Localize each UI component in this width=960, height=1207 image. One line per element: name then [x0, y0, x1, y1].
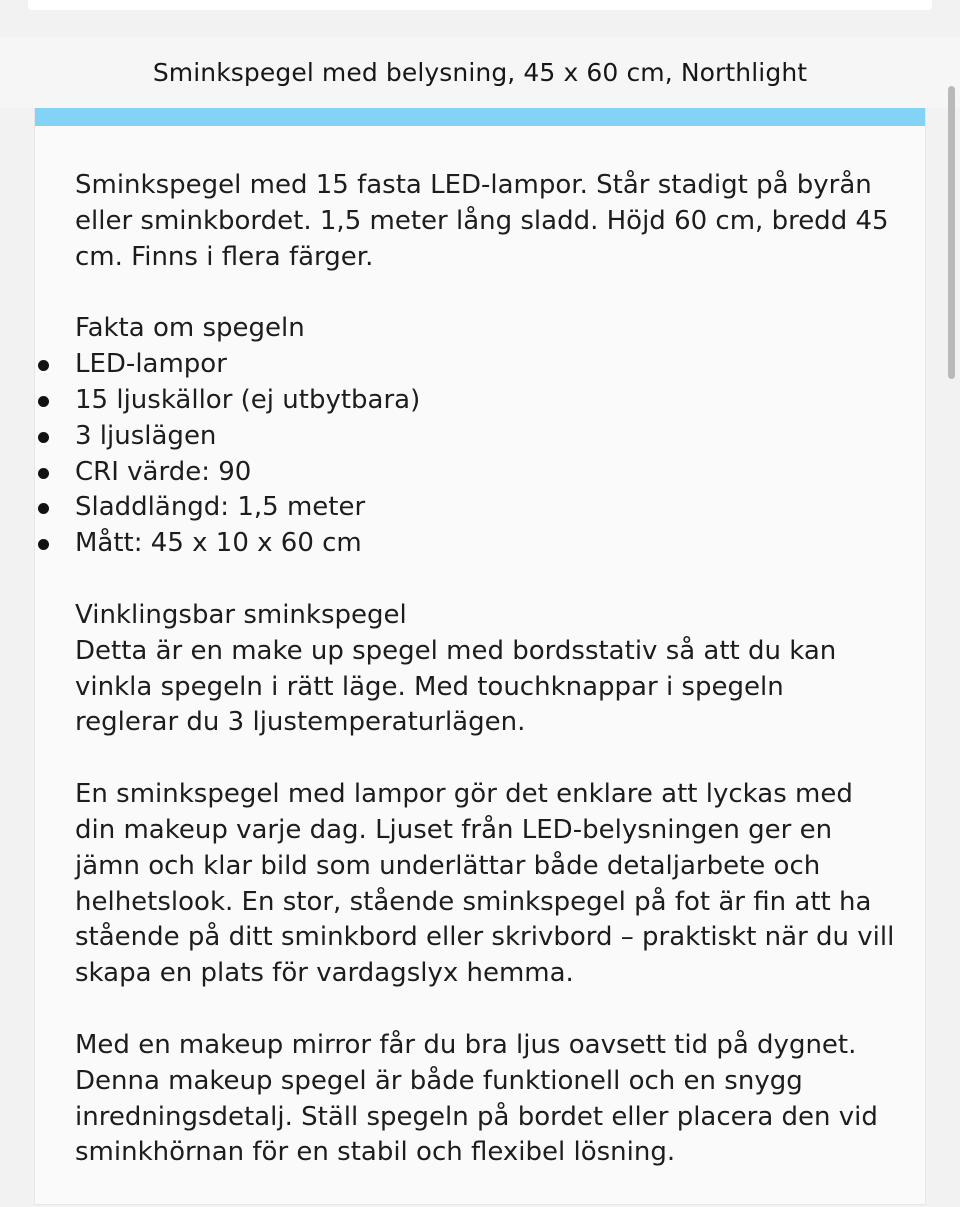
list-item: Sladdlängd: 1,5 meter: [35, 490, 895, 526]
previous-card-edge: [28, 0, 932, 10]
accent-bar: [35, 108, 925, 126]
paragraph-2: En sminkspegel med lampor gör det enklare att lyckas med din makeup varje dag. Ljuset från LED-belysningen ger en jämn och klar bild som underlättar både detaljarbete och helhetslook. En stor, stående sminkspegel på fot är fin att ha stående på ditt sminkbord eller skrivbord – praktiskt när du vill skapa en plats för vardagslyx hemma.: [75, 779, 895, 989]
bullet-icon: [38, 539, 49, 550]
facts-section: [35, 311, 895, 562]
facts-title: Fakta om spegeln: [75, 313, 305, 344]
list-item: 15 ljuskällor (ej utbytbara): [35, 383, 895, 419]
scrollbar-thumb[interactable]: [948, 86, 955, 379]
section-paragraph: Detta är en make up spegel med bordsstativ så att du kan vinkla spegeln i rätt läge. Med touchknappar i spegeln reglerar du 3 ljustemperaturlägen.: [75, 635, 837, 738]
facts-list: [35, 347, 895, 562]
bullet-icon: [38, 360, 49, 371]
list-item: 3 ljuslägen: [35, 419, 895, 455]
bullet-icon: [38, 503, 49, 514]
intro-paragraph: Sminkspegel med 15 fasta LED-lampor. Står stadigt på byrån eller sminkbordet. 1,5 meter lång sladd. Höjd 60 cm, bredd 45 cm. Finns i flera färger.: [75, 170, 889, 272]
bullet-icon: [38, 468, 49, 479]
bullet-icon: [38, 432, 49, 443]
product-title: Sminkspegel med belysning, 45 x 60 cm, Northlight: [152, 58, 808, 87]
section-title: Vinklingsbar sminkspegel: [75, 599, 407, 630]
paragraph-3: Med en makeup mirror får du bra ljus oavsett tid på dygnet. Denna makeup spegel är både funktionell och en snygg inredningsdetalj. Ställ spegeln på bordet eller placera den vid sminkhörnan för en stabil och flexibel lösning.: [75, 1029, 878, 1168]
list-item: LED-lampor: [35, 347, 895, 383]
list-item: Mått: 45 x 10 x 60 cm: [35, 526, 895, 562]
bullet-icon: [38, 396, 49, 407]
accordion-header[interactable]: [0, 37, 960, 108]
description-body: [35, 168, 895, 1171]
list-item: CRI värde: 90: [35, 455, 895, 491]
description-panel: [34, 108, 926, 1205]
